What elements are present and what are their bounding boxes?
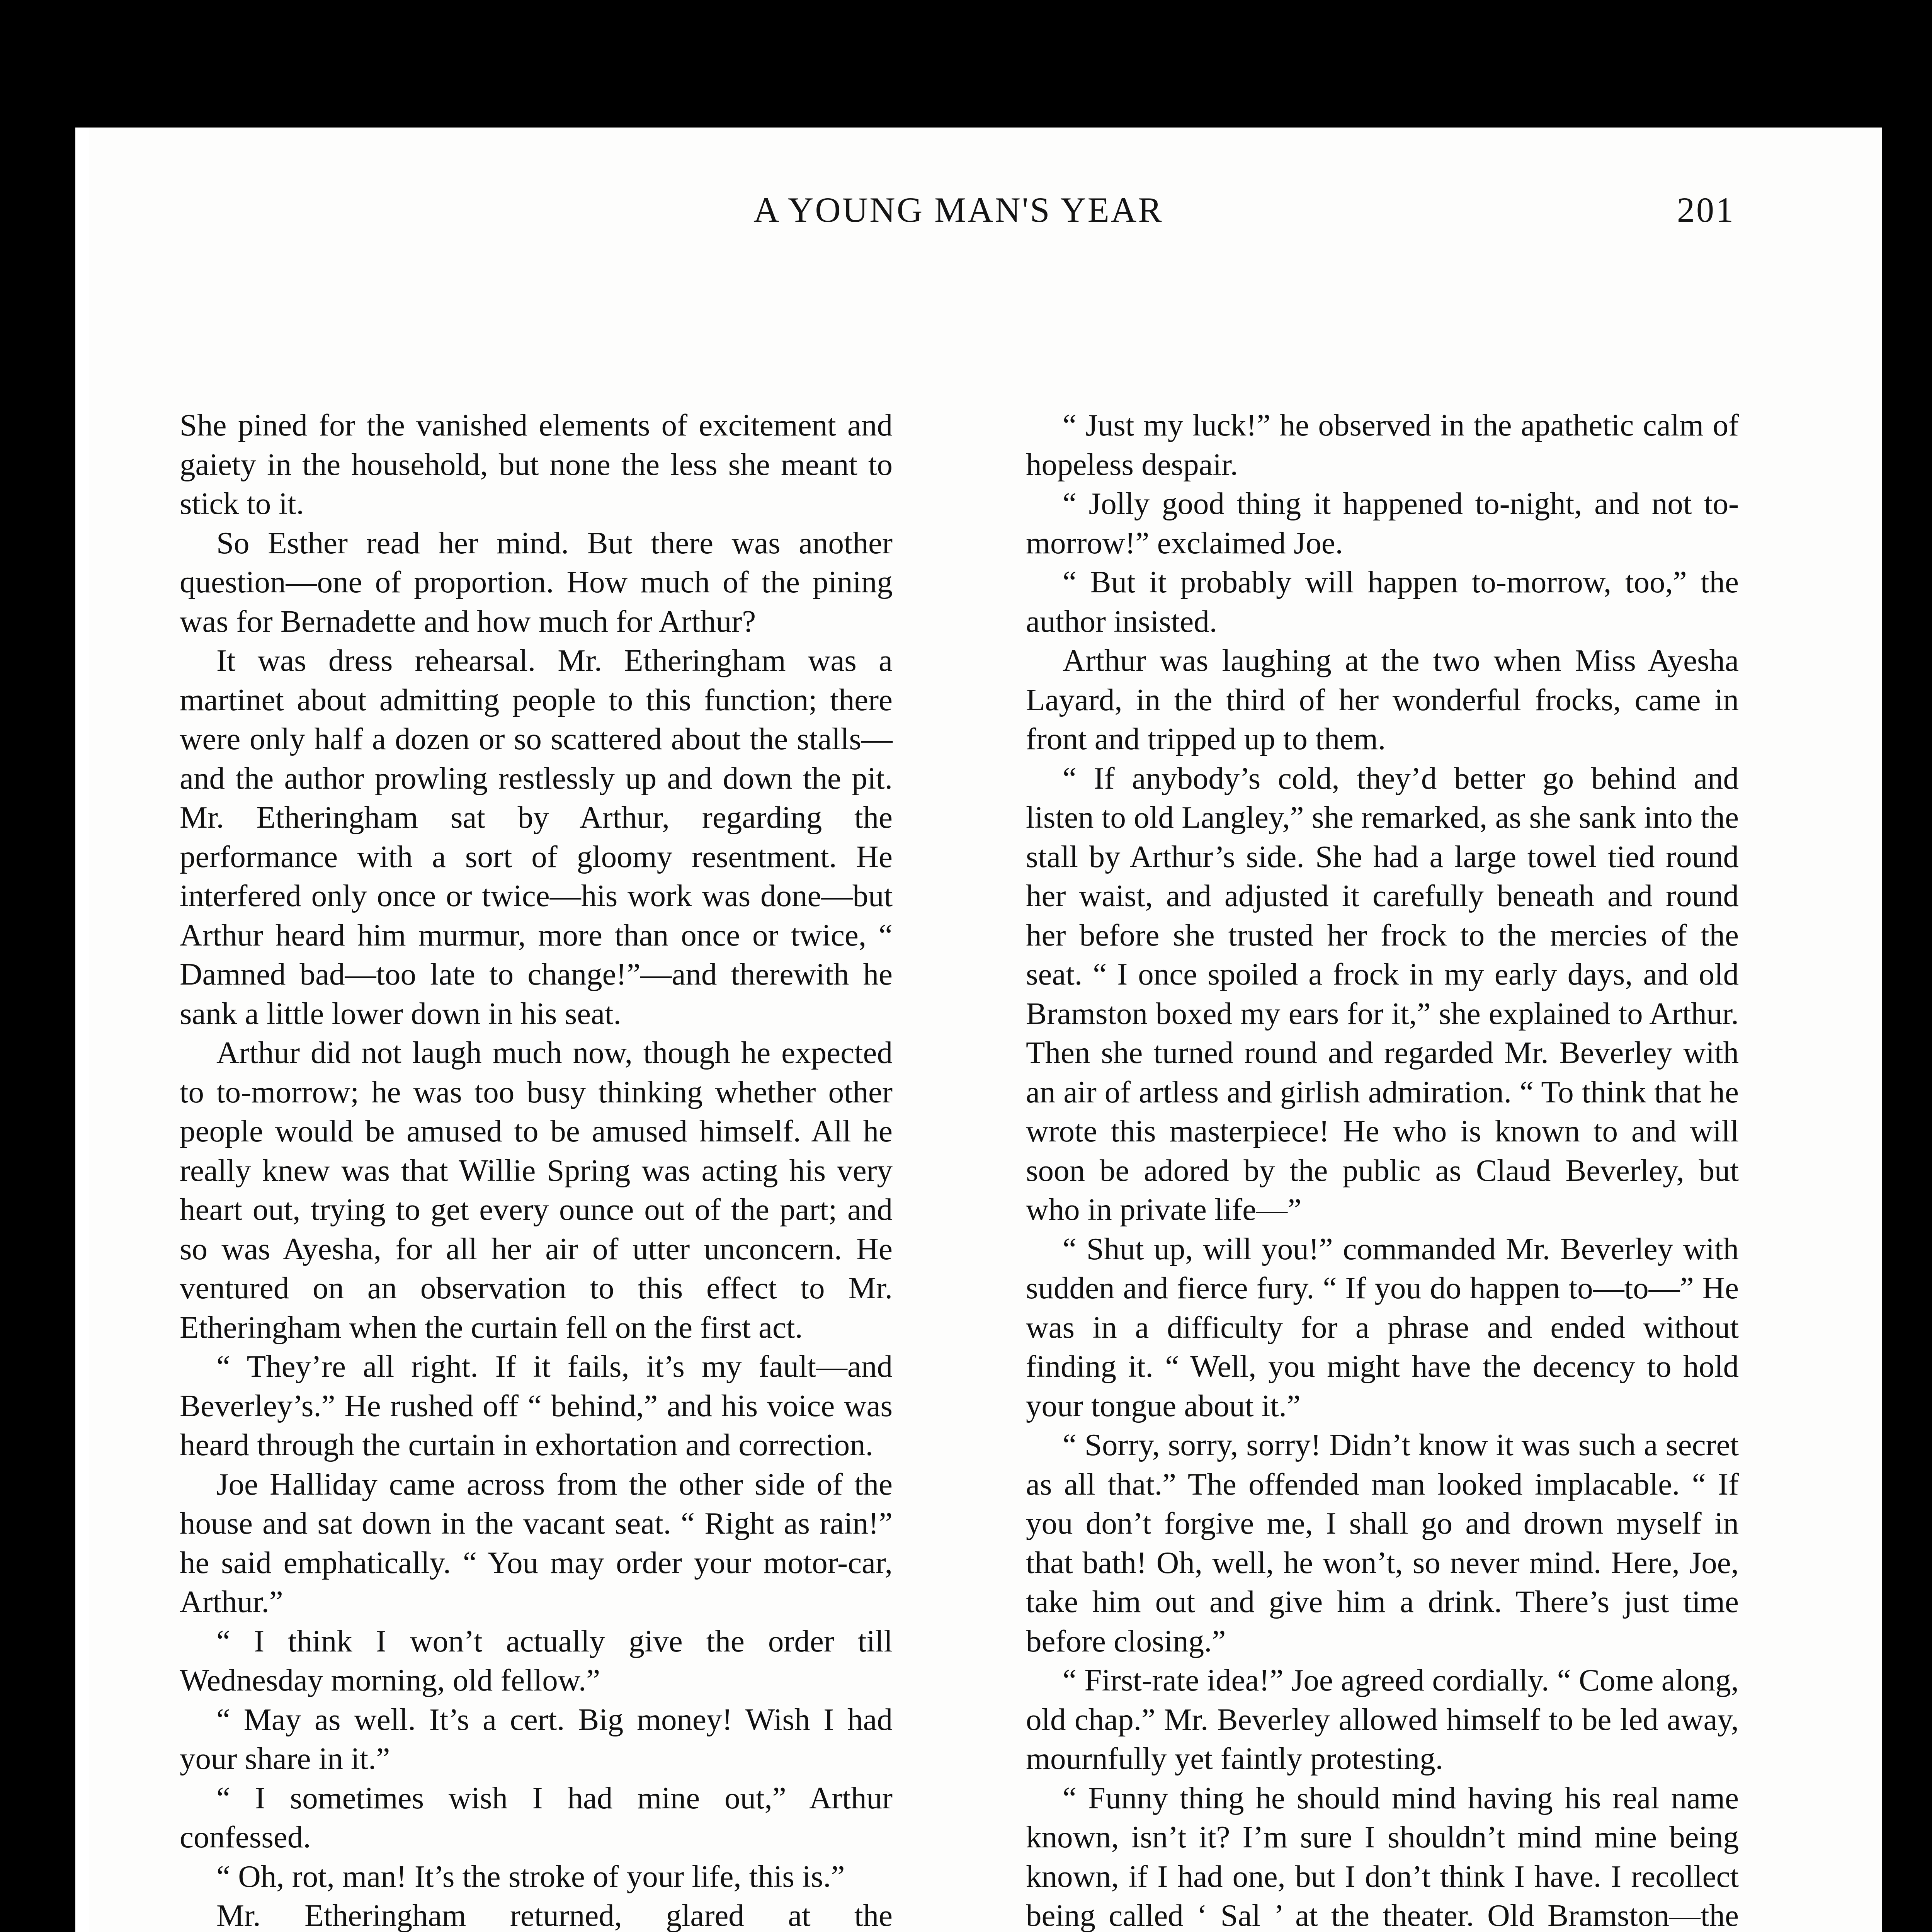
paragraph: Mr. Etheringham returned, glared at the [216, 1898, 893, 1932]
paragraph: She pined for the vanished elements of excitement and gaiety in the household, but none the less she meant to stick to it. [180, 408, 893, 521]
paragraph: “ May as well. It’s a cert. Big money! Wish I had your share in it.” [180, 1702, 893, 1776]
paragraph: “ But it probably will happen to-morrow, too,” the author insisted. [1026, 565, 1739, 639]
scan-border-left [0, 0, 58, 1932]
paragraph: Joe Halliday came across from the other side of the house and sat down in the vacant seat. “ Right as rain!” he said emphatically. “ You may order your motor-car, Arthur.” [180, 1466, 893, 1619]
paragraph: So Esther read her mind. But there was another question—one of proportion. How much of the pining was for Bernadette and how much for Arthur? [180, 525, 893, 639]
paragraph: “ Sorry, sorry, sorry! Didn’t know it was such a secret as all that.” The offended man looked implacable. “ If you don’t forgive me, I shall go and drown myself in that bath! Oh, well, he won’t, so never mind. Here, Joe, take him out and give him a drink. There’s just time before closing.” [1026, 1427, 1739, 1658]
scan-border-right [1882, 0, 1932, 1932]
paragraph: “ Jolly good thing it happened to-night, and not to-morrow!” exclaimed Joe. [1026, 486, 1739, 560]
paragraph: “ If anybody’s cold, they’d better go behind and listen to old Langley,” she remarked, as she sank into the stall by Arthur’s side. She had a large towel tied round her waist, and adjusted it carefully beneath and round her before she trusted her frock to the mercies of the seat. “ I once spoiled a frock in my early days, and old Bramston boxed my ears for it,” she explained to Arthur. Then she turned round and regarded Mr. Beverley with an air of artless and girlish admiration. “ To think that he wrote this masterpiece! He who is known to and will soon be adored by the public as Claud Beverley, but who in private life—” [1026, 760, 1739, 1227]
running-title: A YOUNG MAN'S YEAR [753, 190, 1163, 230]
paragraph: Arthur did not laugh much now, though he expected to to-morrow; he was too busy thinking whether other people would be amused to be amused himself. All he really knew was that Willie Spring was acting his very heart out, trying to get every ounce out of the part; and so was Ayesha, for all her air of utter unconcern. He ventured on an observation to this effect to Mr. Etheringham when the curtain fell on the first act. [180, 1035, 893, 1345]
scan-border-top [0, 0, 1932, 128]
paragraph: “ Shut up, will you!” commanded Mr. Beverley with sudden and fierce fury. “ If you do happen to—to—” He was in a difficulty for a phrase and ended without finding it. “ Well, you might have the decency to hold your tongue about it.” [1026, 1231, 1739, 1423]
left-column [180, 406, 893, 1932]
paragraph: It was dress rehearsal. Mr. Etheringham was a martinet about admitting people to this function; there were only half a dozen or so scattered about the stalls—and the author prowling restlessly up and down the pit. Mr. Etheringham sat by Arthur, regarding the performance with a sort of gloomy resentment. He interfered only once or twice—his work was done—but Arthur heard him murmur, more than once or twice, “ Damned bad—too late to change!”—and therewith he sank a little lower down in his seat. [180, 643, 893, 1031]
right-column [1026, 406, 1739, 1932]
paragraph: “ Just my luck!” he observed in the apathetic calm of hopeless despair. [1026, 408, 1739, 482]
running-head [753, 189, 1735, 236]
page-number: 201 [1677, 190, 1735, 230]
paragraph: “ I sometimes wish I had mine out,” Arthur confessed. [180, 1780, 893, 1854]
paragraph: Arthur was laughing at the two when Miss Ayesha Layard, in the third of her wonderful frocks, came in front and tripped up to them. [1026, 643, 1739, 756]
paragraph: “ I think I won’t actually give the order till Wednesday morning, old fellow.” [180, 1623, 893, 1697]
paragraph: “ Funny thing he should mind having his real name known, isn’t it? I’m sure I shouldn’t mind mine being known, if I had one, but I don’t think I have. I recollect being called ‘ Sal ’ at the theater. Old Bramston—the [1026, 1780, 1739, 1932]
paragraph: “ First-rate idea!” Joe agreed cordially. “ Come along, old chap.” Mr. Beverley allowed himself to be led away, mournfully yet faintly protesting. [1026, 1663, 1739, 1776]
page-gutter-shadow [58, 128, 75, 1932]
paragraph: “ Oh, rot, man! It’s the stroke of your life, this is.” [216, 1859, 845, 1894]
paragraph: “ They’re all right. If it fails, it’s my fault—and Beverley’s.” He rushed off “ behind,” and his voice was heard through the curtain in exhortation and correction. [180, 1349, 893, 1462]
